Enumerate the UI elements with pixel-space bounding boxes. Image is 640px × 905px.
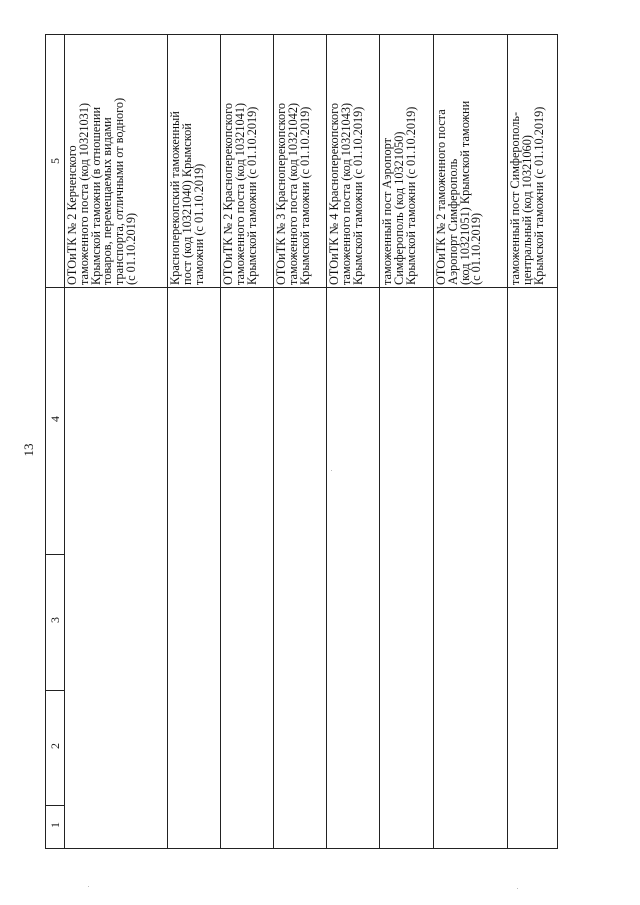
scan-speck [517,888,518,889]
column-header-1: 1 [48,822,62,828]
rotated-table [45,34,558,849]
scan-speck [88,886,89,887]
table-row-text: ОТОиТК № 4 Красноперекопского таможенного поста (код 10321043) Крымской таможни (с 01.10.2019) [327,102,365,285]
table-row-text: ОТОиТК № 2 Керченского таможенного поста (код 10321031) Крымской таможни (в отношении товаров, перемещаемых видами транспорта, отличными от водного) (с 01.10.2019) [65,97,138,285]
table-row-text: таможенный пост Аэропорт Симферополь (код 10321050) Крымской таможни (с 01.10.2019) [380,106,418,285]
column-header-5: 5 [48,158,62,164]
table-row-text: ОТОиТК № 2 таможенного поста Аэропорт Симферополь (код 10321051) Крымской таможни (с 01.10.2019) [434,100,484,285]
table-row-text: ОТОиТК № 3 Красноперекопского таможенного поста (код 10321042) Крымской таможни (с 01.10.2019) [274,102,312,285]
column-divider [46,690,64,691]
column-divider [46,554,64,555]
column-divider [46,805,64,806]
table-row-text: таможенный пост Симферополь- центральный (код 10321060) Крымской таможни (с 01.10.2019) [508,106,546,285]
column-divider [46,287,557,288]
scan-speck [331,470,332,471]
column-header-4: 4 [48,416,62,422]
table-row-text: Красноперекопский таможенный пост (код 10321040) Крымской таможни (с 01.10.2019) [168,111,206,285]
page-number: 13 [21,443,36,457]
column-header-3: 3 [48,617,62,623]
table-row-text: ОТОиТК № 2 Красноперекопского таможенного поста (код 10321041) Крымской таможни (с 01.10.2019) [221,102,259,285]
column-header-2: 2 [48,743,62,749]
